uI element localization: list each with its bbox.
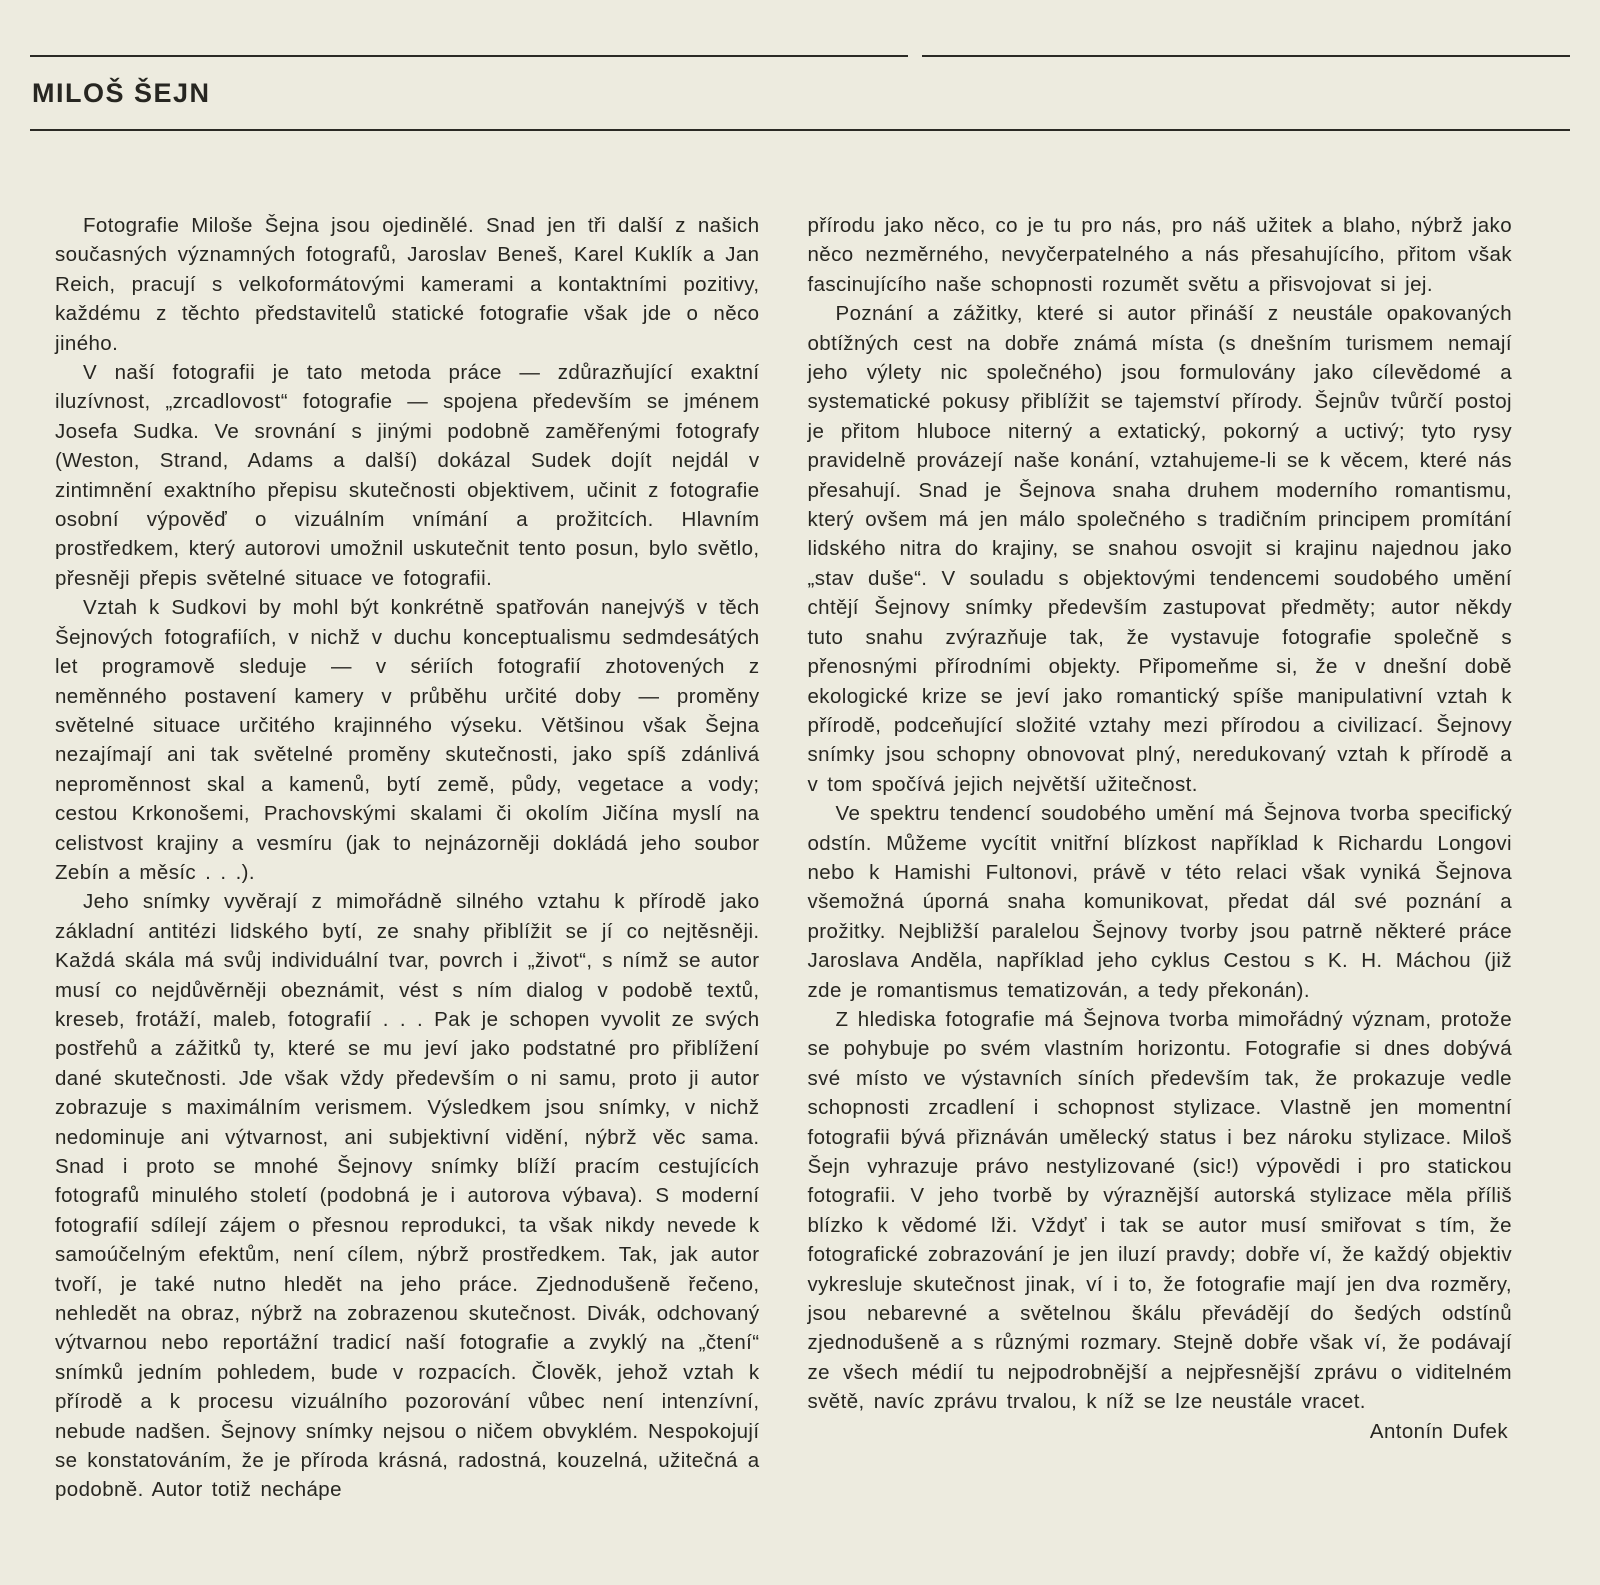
paragraph-continuation: přírodu jako něco, co je tu pro nás, pro náš užitek a blaho, nýbrž jako něco nezměrného, nevyčerpatelného a nás přesahujícího, přitom však fascinujícího naše schopnosti rozumět světu a přisvojovat si jej.: [807, 214, 1512, 296]
page-title: MILOŠ ŠEJN: [32, 78, 211, 108]
author-signature: Antonín Dufek: [1369, 1419, 1508, 1443]
paragraph-nature-relation: Jeho snímky vyvěrají z mimořádně silného vztahu k přírodě jako základní antitézi lidského bytí, ze snahy přiblížit se jí co nejtěsněji. Každá skála má svůj individuální tvar, povrch i „život“, s nímž se autor musí co nejdůvěrněji obeznámit, vést s ním dialog v podobě textů, kreseb, frotáží, maleb, fotografií . . . Pak je schopen vyvolit ze svých postřehů a zážitků ty, které se mu jeví jako podstatné pro přiblížení dané skutečnosti. Jde však vždy především o ni samu, proto ji autor zobrazuje s maximálním verismem. Výsledkem jsou snímky, v nichž nedominuje ani výtvarnost, ani subjektivní vidění, nýbrž věc sama. Snad i proto se mnohé Šejnovy snímky blíží pracím cestujících fotografů minulého století (podobná je i autorova výbava). S moderní fotografií sdílejí zájem o přesnou reprodukci, ta však nikdy nevede k samoúčelným efektům, není cílem, nýbrž prostředkem. Tak, jak autor tvoří, je také nutno hledět na jeho práce. Zjednodušeně řečeno, nehledět na obraz, nýbrž na zobrazenou skutečnost. Divák, odchovaný výtvarnou nebo reportážní tradicí naší fotografie a zvyklý na „čtení“ snímků jedním pohledem, bude v rozpacích. Člověk, jehož vztah k přírodě a k procesu vizuálního pozorování vůbec není intenzívní, nebude nadšen. Šejnovy snímky nejsou o ničem obvyklém. Nespokojují se konstatováním, že je příroda krásná, radostná, kouzelná, užitečná a podobně. Autor totiž nechápe: [55, 890, 760, 1502]
top-rule-right-segment: [922, 55, 1570, 57]
page-header: [30, 55, 1570, 131]
top-rule-left-segment: [30, 55, 908, 57]
right-column: [808, 211, 1513, 1505]
left-column: [55, 211, 760, 1505]
paragraph-intro: Fotografie Miloše Šejna jsou ojedinělé. Snad jen tři další z našich současných významných fotografů, Jaroslav Beneš, Karel Kuklík a Jan Reich, pracují s velkoformátovými kamerami a kontaktními pozitivy, každému z těchto představitelů statické fotografie však jde o něco jiného.: [55, 214, 760, 355]
paragraph-sudek-relation: Vztah k Sudkovi by mohl být konkrétně spatřován nanejvýš v těch Šejnových fotografiích, v nichž v duchu konceptualismu sedmdesátých let programově sleduje — v sériích fotografií zhotovených z neměnného postavení kamery v průběhu určité doby — proměny světelné situace určitého krajinného výseku. Většinou však Šejna nezajímají ani tak světelné proměny skutečnosti, jako spíš zdánlivá neproměnnost skal a kamenů, bytí země, půdy, vegetace a vody; cestou Krkonošemi, Prachovskými skalami či okolím Jičína myslí na celistvost krajiny a vesmíru (jak to nejnázorněji dokládá jeho soubor Zebín a měsíc . . .).: [55, 596, 760, 884]
paragraph-method: V naší fotografii je tato metoda práce — zdůrazňující exaktní iluzívnost, „zrcadlovost“ fotografie — spojena především se jménem Josefa Sudka. Ve srovnání s jinými podobně zaměřenými fotografy (Weston, Strand, Adams a další) dokázal Sudek dojít nejdál v zintimnění exaktního přepisu skutečnosti objektivem, učinit z fotografie osobní výpověď o vizuálním vnímání a prožitcích. Hlavním prostředkem, který autorovi umožnil uskutečnit tento posun, bylo světlo, přesněji přepis světelné situace ve fotografii.: [55, 361, 760, 590]
paragraph-significance: Z hlediska fotografie má Šejnova tvorba mimořádný význam, protože se pohybuje po svém vlastním horizontu. Fotografie si dnes dobývá své místo ve výstavních síních především tak, že prokazuje vedle schopnosti zrcadlení i schopnost stylizace. Vlastně jen momentní fotografii bývá přiznáván umělecký status i bez nároku stylizace. Miloš Šejn vyhrazuje právo nestylizované (sic!) výpovědi i pro statickou fotografii. V jeho tvorbě by výraznější autorská stylizace měla příliš blízko k vědomé lži. Vždyť i tak se autor musí smiřovat s tím, že fotografické zobrazování je jen iluzí pravdy; dobře ví, že každý objektiv vykresluje skutečnost jinak, ví i to, že fotografie mají jen dva rozměry, jsou nebarevné a světelnou škálu převádějí do šedých odstínů zjednodušeně a s různými rozmary. Stejně dobře však ví, že podávají ze všech médií tu nejpodrobnější a nejpřesnější zprávu o viditelném světě, navíc zprávu trvalou, k níž se lze neustále vracet.: [807, 1007, 1512, 1414]
paragraph-knowledge: Poznání a zážitky, které si autor přináší z neustále opakovaných obtížných cest na dobře známá místa (s dnešním turismem nemají jeho výlety nic společného) jsou formulovány jako cílevědomé a systematické pokusy přiblížit se tajemství přírody. Šejnův tvůrčí postoj je přitom hluboce niterný a extatický, pokorný a uctivý; tyto rysy pravidelně provázejí naše konání, vztahujeme-li se k věcem, které nás přesahují. Snad je Šejnova snaha druhem moderního romantismu, který ovšem má jen málo společného s tradičním principem promítání lidského nitra do krajiny, se snahou osvojit si krajinu najednou jako „stav duše“. V souladu s objektovými tendencemi soudobého umění chtějí Šejnovy snímky především zastupovat předměty; autor někdy tuto snahu zvýrazňuje tak, že vystavuje fotografie společně s přenosnými přírodními objekty. Připomeňme si, že v dnešní době ekologické krize se jeví jako romantický spíše manipulativní vztah k přírodě, podceňující složité vztahy mezi přírodou a civilizací. Šejnovy snímky jsou schopny obnovovat plný, neredukovaný vztah k přírodě a v tom spočívá jejich největší užitečnost.: [807, 302, 1512, 796]
top-rule: [30, 55, 1570, 57]
article-body: [30, 211, 1570, 1505]
paragraph-context: Ve spektru tendencí soudobého umění má Šejnova tvorba specifický odstín. Můžeme vycítit vnitřní blízkost například k Richardu Longovi nebo k Hamishi Fultonovi, právě v této relaci však vyniká Šejnova všemožná úporná snaha komunikovat, předat dál své poznání a prožitky. Nejbližší paralelou Šejnovy tvorby jsou patrně některé práce Jaroslava Anděla, například jeho cyklus Cestou s K. H. Máchou (již zde je romantismus tematizován, a tedy překonán).: [807, 802, 1512, 1002]
title-rule: [30, 129, 1570, 131]
